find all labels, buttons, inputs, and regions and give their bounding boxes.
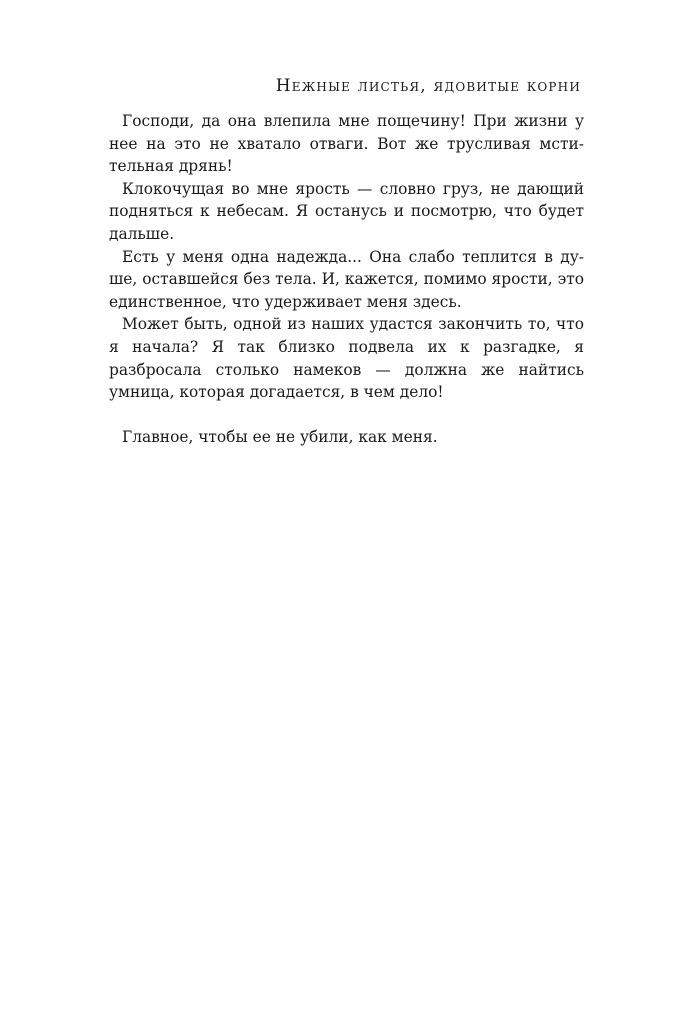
paragraph-1: Господи, да она влепила мне пощечину! При жизни у нее на это не хватало отваги. Вот же трусливая мстительная дрянь! (109, 112, 584, 176)
paragraph-2: Клокочущая во мне ярость — словно груз, не дающий подняться к небесам. Я останусь и посмотрю, что будет дальше. (109, 179, 584, 243)
paragraph-5: Главное, чтобы ее не убили, как меня. (122, 428, 438, 447)
paragraph-4: Может быть, одной из наших удастся закончить то, что я начала? Я так близко подвела их к разгадке, я разбросала столько намеков — должна же найтись умница, которая догадается, в чем дело! (109, 315, 584, 402)
running-head-title: Нежные листья, ядовитые корни (275, 76, 581, 96)
paragraph-3: Есть у меня одна надежда... Она слабо теплится в душе, оставшейся без тела. И, кажется, помимо ярости, это единственное, что удерживает меня здесь. (109, 247, 584, 311)
body-text (109, 110, 584, 449)
